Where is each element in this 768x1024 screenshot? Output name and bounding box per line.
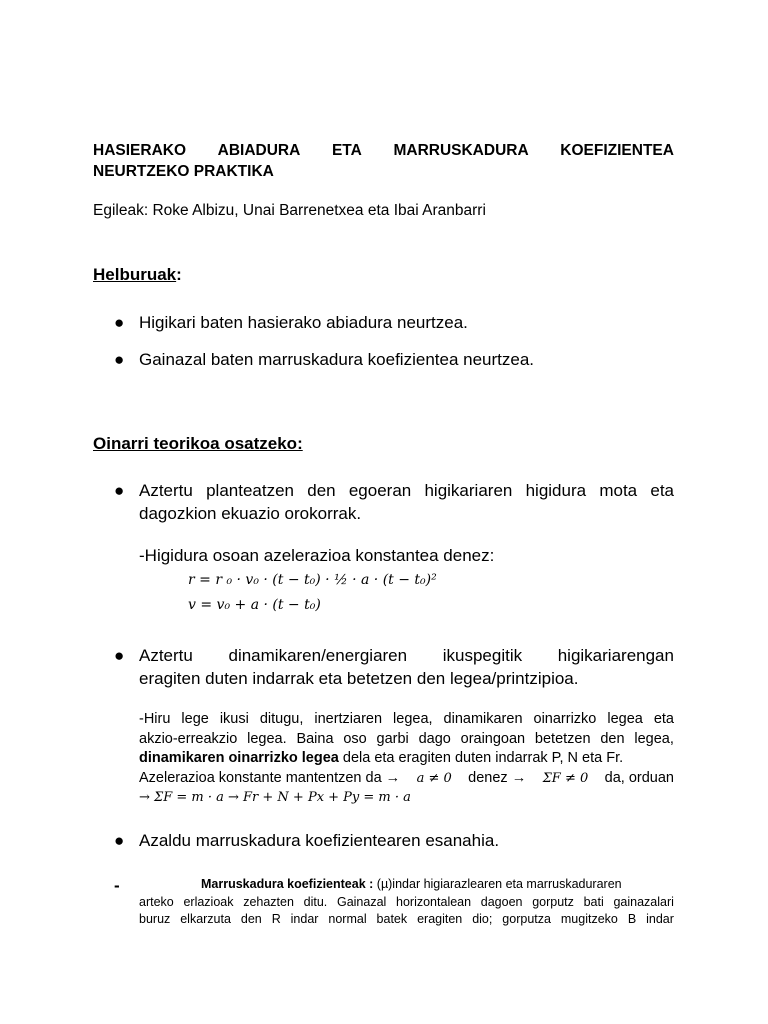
word: ikusi	[219, 711, 249, 727]
text-line	[139, 911, 674, 929]
heading-helburuak	[93, 265, 182, 285]
title-word: ABIADURA	[217, 142, 301, 159]
word: gorputz	[532, 894, 574, 909]
word: ditugu,	[259, 711, 304, 727]
word: bati	[583, 894, 604, 909]
word: garbi	[376, 730, 409, 747]
dash-marker: -	[114, 876, 120, 895]
word: eta	[650, 481, 674, 500]
title-word: MARRUSKADURA	[393, 142, 529, 159]
text-fragment: (µ)indar higiarazlearen eta marruskaduraren	[376, 877, 622, 891]
word: gorputza	[502, 912, 551, 926]
word: ikuspegitik	[442, 646, 523, 665]
word: elkarzuta	[180, 912, 231, 926]
math-inline: a ≠ 0	[416, 770, 452, 786]
word: dio;	[472, 912, 493, 926]
bullet-icon: ●	[114, 646, 125, 665]
heading-oinarri: Oinarri teorikoa osatzeko:	[93, 434, 303, 453]
list-item-text	[139, 479, 674, 525]
list-item-text: Gainazal baten marruskadura koefizientea neurtzea.	[139, 350, 535, 369]
word: oinarrizko	[533, 711, 597, 727]
text-line	[139, 769, 674, 789]
word: legea	[607, 711, 643, 727]
title-line-2: NEURTZEKO PRAKTIKA	[93, 163, 274, 180]
bullet-icon: ●	[114, 313, 125, 332]
word: indar	[290, 912, 319, 926]
definition-paragraph	[139, 876, 674, 929]
text-fragment: da, orduan	[604, 769, 674, 786]
text-line	[139, 710, 674, 730]
text-line	[139, 730, 674, 750]
heading-text: Helburuak	[93, 265, 177, 284]
word: indar	[646, 912, 674, 926]
word: den	[307, 481, 336, 500]
word: R	[271, 912, 281, 926]
word: higikariaren	[424, 481, 513, 500]
text-fragment: Azelerazioa konstante mantentzen da →	[139, 769, 401, 786]
text-line: dagozkion ekuazio orokorrak.	[139, 504, 362, 523]
word: higikariarengan	[557, 646, 674, 665]
word: higidura	[525, 481, 587, 500]
word: egoeran	[348, 481, 412, 500]
math-inline: → ΣF = m · a → Fr + N + Px + Py = m · a	[139, 790, 411, 805]
equation-velocity: v = v₀ + a · (t − t₀)	[188, 597, 321, 613]
word: zehazten	[243, 894, 294, 909]
bold-term: Marruskadura koefizienteak :	[201, 877, 374, 891]
text-fragment: dela eta eragiten duten indarrak P, N eta Fr.	[342, 750, 624, 766]
word: Gainazal	[336, 894, 387, 909]
word: buruz	[139, 912, 171, 926]
equation-position: r = r ₀ · v₀ · (t − t₀) · ½ · a · (t − t₀)²	[188, 572, 437, 588]
word: dinamikaren/energiaren	[228, 646, 408, 665]
bullet-icon: ●	[114, 481, 125, 500]
text-line	[139, 788, 674, 808]
word: legea,	[634, 730, 674, 747]
word: ditu.	[303, 894, 328, 909]
bullet-icon: ●	[114, 350, 125, 369]
list-item-text: Higikari baten hasierako abiadura neurtzea.	[139, 313, 468, 332]
word: mugitzeko	[560, 912, 618, 926]
text-line	[139, 876, 674, 894]
text-line	[139, 894, 674, 912]
authors-line: Egileak: Roke Albizu, Unai Barrenetxea eta Ibai Aranbarri	[93, 202, 486, 219]
title-word: KOEFIZIENTEA	[560, 142, 674, 159]
title-word: ETA	[331, 142, 362, 159]
word: inertziaren	[314, 711, 383, 727]
list-item-text	[139, 644, 674, 690]
title-word: HASIERAKO	[93, 142, 187, 159]
word: akzio-erreakzio	[139, 730, 238, 747]
text-line	[139, 749, 674, 769]
word: erlazioak	[183, 894, 234, 909]
word: eta	[653, 711, 674, 727]
word: den	[240, 912, 262, 926]
word: lege	[181, 711, 209, 727]
word: dagoen	[480, 894, 523, 909]
list-item-text: Azaldu marruskadura koefizientearen esanahia.	[139, 831, 500, 850]
explanation-paragraph	[139, 710, 674, 808]
math-inline: ΣF ≠ 0	[542, 770, 589, 786]
word: legea,	[393, 711, 433, 727]
word: horizontalean	[396, 894, 472, 909]
word: betetzen	[534, 730, 591, 747]
heading-colon: :	[176, 265, 182, 284]
text-line: eragiten duten indarrak eta betetzen den legea/printzipioa.	[139, 669, 579, 688]
word: B	[627, 912, 637, 926]
word: Aztertu	[139, 481, 193, 500]
document-title	[93, 140, 674, 182]
text-line	[139, 479, 674, 502]
word: dinamikaren	[443, 711, 523, 727]
word: batek	[376, 912, 408, 926]
text-line	[139, 644, 674, 667]
word: dago	[418, 730, 451, 747]
word: eragiten	[417, 912, 463, 926]
word: mota	[599, 481, 638, 500]
word: -Hiru	[139, 711, 171, 727]
word: planteatzen	[206, 481, 294, 500]
title-line-1	[93, 140, 674, 161]
bold-phrase: dinamikaren oinarrizko legea	[139, 750, 339, 766]
word: legea.	[247, 730, 287, 747]
bullet-icon: ●	[114, 831, 125, 850]
word: oso	[343, 730, 367, 747]
word: arteko	[139, 894, 174, 909]
text-fragment: denez →	[468, 769, 527, 786]
word: Aztertu	[139, 646, 193, 665]
word: oraingoan	[460, 730, 526, 747]
word: gainazalari	[613, 894, 674, 909]
constant-note: -Higidura osoan azelerazioa konstantea denez:	[139, 546, 495, 565]
word: normal	[328, 912, 367, 926]
word: Baina	[296, 730, 334, 747]
word: den	[600, 730, 625, 747]
